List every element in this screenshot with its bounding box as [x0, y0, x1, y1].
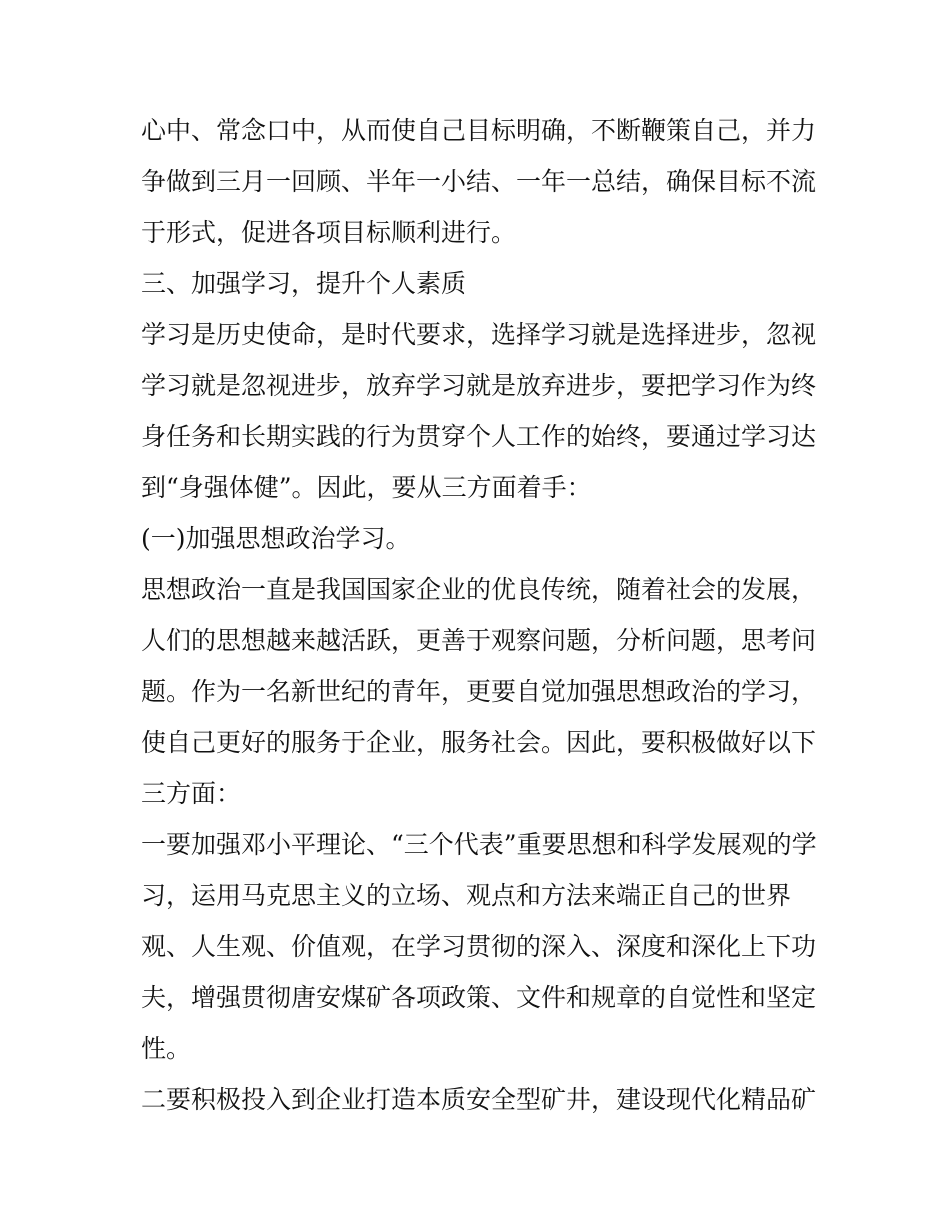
text-line: 性。	[141, 1034, 192, 1063]
text-line: 观、人生观、价值观，在学习贯彻的深入、深度和深化上下功	[141, 932, 817, 961]
text-line: 习，运用马克思主义的立场、观点和方法来端正自己的世界	[141, 881, 792, 910]
text-line: 人们的思想越来越活跃，更善于观察问题，分析问题，思考问	[141, 626, 817, 655]
text-line: 题。作为一名新世纪的青年，更要自觉加强思想政治的学习，	[141, 677, 817, 706]
document-body	[141, 105, 821, 1125]
text-line: 夫，增强贯彻唐安煤矿各项政策、文件和规章的自觉性和坚定	[141, 983, 817, 1012]
text-line: 三方面：	[141, 779, 242, 808]
subsection-heading: (一)加强思想政治学习。	[141, 524, 411, 553]
text-line: 学习是历史使命，是时代要求，选择学习就是选择进步，忽视	[141, 320, 817, 349]
text-line: 二要积极投入到企业打造本质安全型矿井，建设现代化精品矿	[141, 1085, 817, 1114]
text-line: 一要加强邓小平理论、“三个代表”重要思想和科学发展观的学	[141, 830, 817, 859]
section-heading: 三、加强学习，提升个人素质	[141, 269, 467, 298]
text-line: 到“身强体健”。因此，要从三方面着手：	[141, 473, 592, 502]
text-line: 思想政治一直是我国国家企业的优良传统，随着社会的发展，	[141, 575, 817, 604]
text-line: 学习就是忽视进步，放弃学习就是放弃进步，要把学习作为终	[141, 371, 817, 400]
text-line: 身任务和长期实践的行为贯穿个人工作的始终，要通过学习达	[141, 422, 817, 451]
text-line: 使自己更好的服务于企业，服务社会。因此，要积极做好以下	[141, 728, 817, 757]
text-line: 争做到三月一回顾、半年一小结、一年一总结，确保目标不流	[141, 167, 817, 196]
text-line: 心中、常念口中，从而使自己目标明确，不断鞭策自己，并力	[141, 116, 817, 145]
text-line: 于形式，促进各项目标顺利进行。	[141, 218, 517, 247]
